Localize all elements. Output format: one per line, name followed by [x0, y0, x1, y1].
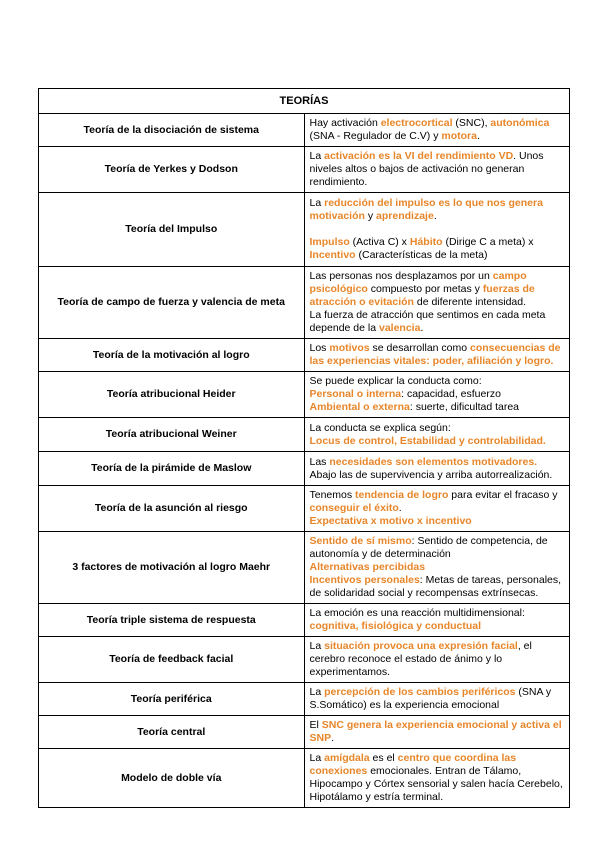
description-text: : Metas de tareas, personales, de solidaridad social y recompensas extrínsecas.	[309, 574, 562, 599]
highlighted-term: autonómica	[490, 117, 550, 129]
description-text: Tenemos	[309, 489, 356, 501]
description-text: La	[309, 686, 325, 698]
description-text: emocionales. Entran de Tálamo, Hipocampo y Córtex sensorial y salen hacía Cerebelo, Hipotálamo y estría terminal.	[309, 765, 563, 803]
theory-name: Teoría del Impulso	[39, 193, 305, 267]
theory-name: Teoría periférica	[39, 683, 305, 716]
description-line	[310, 309, 565, 335]
highlighted-term: Alternativas percibidas	[309, 561, 426, 573]
description-line	[310, 236, 565, 262]
description-text: . Unos niveles altos o bajos de activación no generan rendimiento.	[309, 150, 544, 188]
table-row	[39, 452, 570, 486]
table-row	[39, 339, 570, 372]
highlighted-term: aprendizaje	[376, 210, 434, 222]
theory-description	[304, 267, 570, 339]
table-row	[39, 486, 570, 532]
description-text: .	[398, 502, 402, 514]
description-text: (SNA y S.Somático) es la experiencia emocional	[309, 686, 552, 711]
theory-description	[304, 716, 570, 749]
theory-name: Teoría central	[39, 716, 305, 749]
description-text: La fuerza de atracción que sentimos en cada meta depende de la	[309, 309, 546, 334]
description-text: El	[309, 719, 322, 731]
theory-description	[304, 452, 570, 486]
description-text: de diferente intensidad.	[413, 296, 527, 308]
highlighted-term: Personal o interna	[309, 388, 402, 400]
description-line	[310, 607, 565, 633]
description-text: compuesto por metas y	[367, 283, 483, 295]
description-text: y	[364, 210, 377, 222]
highlighted-term: necesidades son elementos motivadores.	[329, 455, 538, 468]
table-row	[39, 716, 570, 749]
description-text: Las personas nos desplazamos por un	[309, 270, 493, 282]
highlighted-term: Locus de control, Estabilidad y controlabilidad.	[309, 434, 546, 447]
theory-name: 3 factores de motivación al logro Maehr	[39, 532, 305, 604]
description-line	[310, 150, 565, 189]
theory-description	[304, 372, 570, 418]
highlighted-term: Incentivo	[309, 249, 356, 261]
theory-name: Teoría de la motivación al logro	[39, 339, 305, 372]
theory-name: Teoría de la asunción al riesgo	[39, 486, 305, 532]
theory-name: Teoría atribucional Weiner	[39, 418, 305, 452]
theory-name: Teoría triple sistema de respuesta	[39, 604, 305, 637]
table-row	[39, 749, 570, 808]
description-line	[310, 435, 565, 448]
description-text: para evitar el fracaso y	[448, 489, 558, 501]
highlighted-term: valencia	[378, 322, 421, 334]
description-text: La conducta se explica según:	[309, 421, 451, 434]
description-text: La	[309, 752, 325, 764]
description-line	[310, 752, 565, 804]
highlighted-term: Hábito	[409, 236, 443, 248]
description-line	[310, 401, 565, 414]
highlighted-term: Incentivos personales	[309, 574, 420, 586]
description-text: (Dirige C a meta) x	[442, 236, 534, 248]
description-text: Las	[309, 455, 330, 468]
description-text: La emoción es una reacción multidimensional:	[309, 607, 525, 619]
theory-name: Teoría de campo de fuerza y valencia de meta	[39, 267, 305, 339]
description-text: .	[331, 732, 335, 744]
description-text: : Sentido de competencia, de autonomía y de determinación	[309, 535, 548, 560]
theory-description	[304, 193, 570, 267]
description-line	[310, 469, 565, 482]
highlighted-term: consecuencias de las experiencias vitales: poder, afiliación y logro.	[309, 342, 561, 367]
theory-description	[304, 532, 570, 604]
description-line	[310, 270, 565, 309]
highlighted-term: tendencia de logro	[355, 489, 449, 501]
theory-description	[304, 418, 570, 452]
description-line	[310, 719, 565, 745]
description-text: (Características de la meta)	[355, 249, 488, 261]
table-row	[39, 114, 570, 147]
table-row	[39, 193, 570, 267]
highlighted-term: centro que coordina las conexiones	[309, 752, 517, 777]
theory-description	[304, 339, 570, 372]
description-text: La	[309, 640, 325, 652]
description-line	[310, 197, 565, 223]
description-text: .	[433, 210, 437, 222]
description-line	[310, 640, 565, 679]
description-line	[310, 375, 565, 388]
highlighted-term: amígdala	[324, 752, 370, 764]
table-row	[39, 604, 570, 637]
description-text: (SNA - Regulador de C.V) y	[309, 130, 442, 142]
description-text: .	[420, 322, 424, 334]
description-text: , el cerebro reconoce el estado de ánimo y lo experimentamos.	[309, 640, 532, 678]
description-text: es el	[369, 752, 398, 764]
description-text: (SNC),	[452, 117, 491, 129]
highlighted-term: conseguir el éxito	[309, 502, 399, 514]
description-line	[310, 686, 565, 712]
theory-description	[304, 637, 570, 683]
description-text: : suerte, dificultad tarea	[409, 401, 520, 413]
description-text: (Activa C) x	[349, 236, 410, 248]
theory-name: Teoría de feedback facial	[39, 637, 305, 683]
highlighted-term: Ambiental o externa	[309, 401, 410, 413]
highlighted-term: Expectativa x motivo x incentivo	[309, 515, 472, 527]
description-line	[310, 388, 565, 401]
table-row	[39, 683, 570, 716]
highlighted-term: fuerzas de atracción o evitación	[309, 283, 535, 308]
description-line	[310, 515, 565, 528]
theory-description	[304, 604, 570, 637]
description-text: : capacidad, esfuerzo	[401, 388, 501, 400]
theory-description	[304, 683, 570, 716]
table-header-row	[39, 89, 570, 114]
theory-name: Teoría de la pirámide de Maslow	[39, 452, 305, 486]
table-row	[39, 372, 570, 418]
theories-table	[38, 88, 570, 808]
theory-name: Teoría de la disociación de sistema	[39, 114, 305, 147]
theory-description	[304, 147, 570, 193]
description-text: La	[309, 150, 325, 162]
description-text: .	[476, 130, 480, 142]
table-row	[39, 147, 570, 193]
table-body	[39, 114, 570, 808]
description-line	[310, 574, 565, 600]
description-line	[310, 489, 565, 515]
highlighted-term: cognitiva, fisiológica y conductual	[309, 620, 482, 632]
table-header: TEORÍAS	[39, 89, 570, 114]
description-line	[310, 535, 565, 561]
description-text: Hay activación	[309, 117, 381, 129]
highlighted-term: electrocortical	[380, 117, 453, 129]
highlighted-term: Impulso	[309, 236, 350, 248]
description-line	[310, 456, 565, 469]
highlighted-term: percepción de los cambios periféricos	[324, 686, 516, 698]
highlighted-term: SNC genera la experiencia emocional y activa el SNP	[309, 719, 562, 744]
description-line	[310, 561, 565, 574]
table-row	[39, 267, 570, 339]
table-row	[39, 418, 570, 452]
highlighted-term: motivos	[329, 342, 370, 354]
table-row	[39, 532, 570, 604]
highlighted-term: motora	[441, 130, 477, 142]
theory-description	[304, 114, 570, 147]
description-text: Se puede explicar la conducta como:	[309, 375, 482, 387]
description-line	[310, 342, 565, 368]
theory-description	[304, 486, 570, 532]
description-line	[310, 117, 565, 143]
highlighted-term: campo psicológico	[309, 270, 527, 295]
theory-name: Teoría atribucional Heider	[39, 372, 305, 418]
description-text: Los	[309, 342, 330, 354]
highlighted-term: activación es la VI del rendimiento VD	[324, 150, 514, 162]
table-row	[39, 637, 570, 683]
highlighted-term: situación provoca una expresión facial	[324, 640, 518, 652]
theory-name: Modelo de doble vía	[39, 749, 305, 808]
description-line	[310, 422, 565, 435]
description-text: se desarrollan como	[369, 342, 471, 354]
description-text: La	[309, 197, 325, 209]
theory-description	[304, 749, 570, 808]
theory-name: Teoría de Yerkes y Dodson	[39, 147, 305, 193]
description-text: Abajo las de supervivencia y arriba autorrealización.	[309, 468, 553, 481]
highlighted-term: Sentido de sí mismo	[309, 535, 412, 547]
highlighted-term: reducción del impulso es lo que nos genera motivación	[309, 197, 543, 222]
